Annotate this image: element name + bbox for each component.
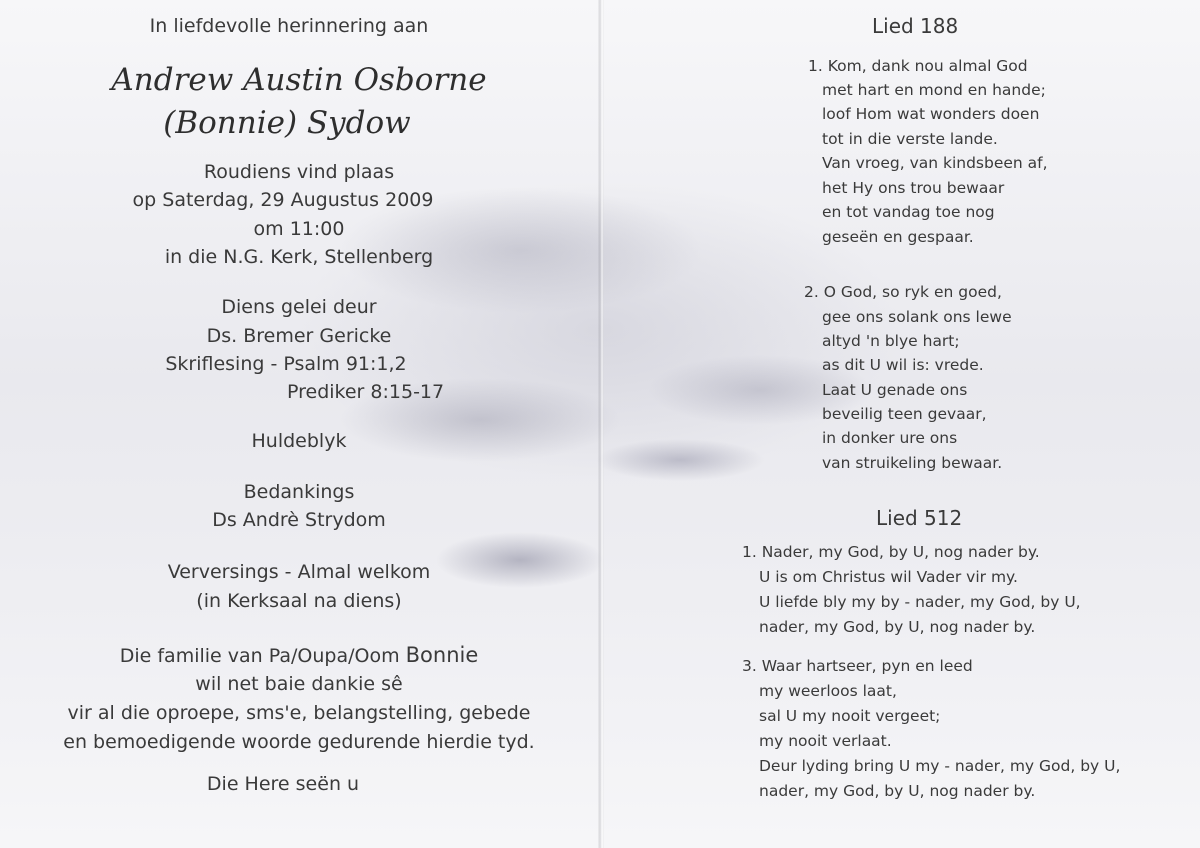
hymn1-verse1-line-2: met hart en mond en hande;	[822, 81, 1046, 99]
hymn2-verse3-line-4: my nooit verlaat.	[759, 732, 892, 750]
hymn1-verse1-line-8: geseën en gespaar.	[822, 228, 974, 246]
family-line-name: Bonnie	[405, 643, 479, 667]
hymn1-verse1-line-4: tot in die verste lande.	[822, 130, 998, 148]
hymn1-verse2-line-2: gee ons solank ons lewe	[822, 308, 1012, 326]
hymn1-verse2-line-7: in donker ure ons	[822, 429, 958, 447]
family-line-1	[0, 643, 598, 667]
hymn2-verse1-line-3: U liefde bly my by - nader, my God, by U,	[759, 593, 1081, 611]
hymn1-verse1-line-3: loof Hom wat wonders doen	[822, 105, 1040, 123]
hymn1-title: Lied 188	[872, 14, 959, 38]
hymn1-verse2-line-5: Laat U genade ons	[822, 381, 968, 399]
refreshments-note: (in Kerksaal na diens)	[196, 590, 402, 612]
hymn1-verse1-line-6: het Hy ons trou bewaar	[822, 179, 1005, 197]
hymn2-verse3-line-3: sal U my nooit vergeet;	[759, 707, 941, 725]
service-line-3: om 11:00	[253, 218, 345, 240]
left-panel	[0, 0, 598, 848]
deceased-name: Andrew Austin Osborne	[111, 62, 487, 98]
led-by-label: Diens gelei deur	[221, 296, 377, 318]
hymn2-verse3-line-5: Deur lyding bring U my - nader, my God, by U,	[759, 757, 1121, 775]
tribute-label: Huldeblyk	[251, 430, 347, 452]
hymn1-verse2-line-1: 2. O God, so ryk en goed,	[804, 283, 1002, 301]
service-line-4: in die N.G. Kerk, Stellenberg	[164, 246, 434, 268]
family-line-prefix: Die familie van Pa/Oupa/Oom	[119, 645, 406, 667]
hymn2-title: Lied 512	[876, 506, 963, 530]
hymn1-verse2-line-3: altyd 'n blye hart;	[822, 332, 960, 350]
hymn2-verse1-line-1: 1. Nader, my God, by U, nog nader by.	[742, 543, 1040, 561]
service-line-1: Roudiens vind plaas	[203, 161, 395, 183]
family-line-4: en bemoedigende woorde gedurende hierdie tyd.	[63, 731, 535, 753]
hymn1-verse1-line-5: Van vroeg, van kindsbeen af,	[822, 154, 1048, 172]
right-panel	[604, 0, 1200, 848]
minister-name: Ds. Bremer Gericke	[206, 325, 392, 347]
reading-second: Prediker 8:15-17	[287, 381, 445, 403]
thanks-label: Bedankings	[243, 481, 355, 503]
service-line-2: op Saterdag, 29 Augustus 2009	[132, 189, 434, 211]
hymn1-verse2-line-8: van struikeling bewaar.	[822, 454, 1003, 472]
hymn1-verse2-line-4: as dit U wil is: vrede.	[822, 356, 984, 374]
thanks-name: Ds Andrè Strydom	[212, 509, 386, 531]
hymn2-verse1-line-2: U is om Christus wil Vader vir my.	[759, 568, 1018, 586]
refreshments-text: Verversings - Almal welkom	[167, 561, 431, 583]
hymn2-verse1-line-4: nader, my God, by U, nog nader by.	[759, 618, 1036, 636]
hymn1-verse1-line-7: en tot vandag toe nog	[822, 203, 995, 221]
reading-label: Skriflesing - Psalm 91:1,2	[165, 353, 407, 375]
family-line-3: vir al die oproepe, sms'e, belangstelling, gebede	[67, 702, 531, 724]
hymn1-verse1-line-1: 1. Kom, dank nou almal God	[808, 57, 1028, 75]
deceased-nickname: (Bonnie) Sydow	[163, 105, 411, 141]
hymn2-verse3-line-2: my weerloos laat,	[759, 682, 897, 700]
hymn2-verse3-line-6: nader, my God, by U, nog nader by.	[759, 782, 1036, 800]
closing-blessing: Die Here seën u	[206, 773, 360, 795]
hymn2-verse3-line-1: 3. Waar hartseer, pyn en leed	[742, 657, 973, 675]
intro-text: In liefdevolle herinnering aan	[149, 15, 429, 37]
family-line-2: wil net baie dankie sê	[195, 673, 403, 695]
hymn1-verse2-line-6: beveilig teen gevaar,	[822, 405, 987, 423]
